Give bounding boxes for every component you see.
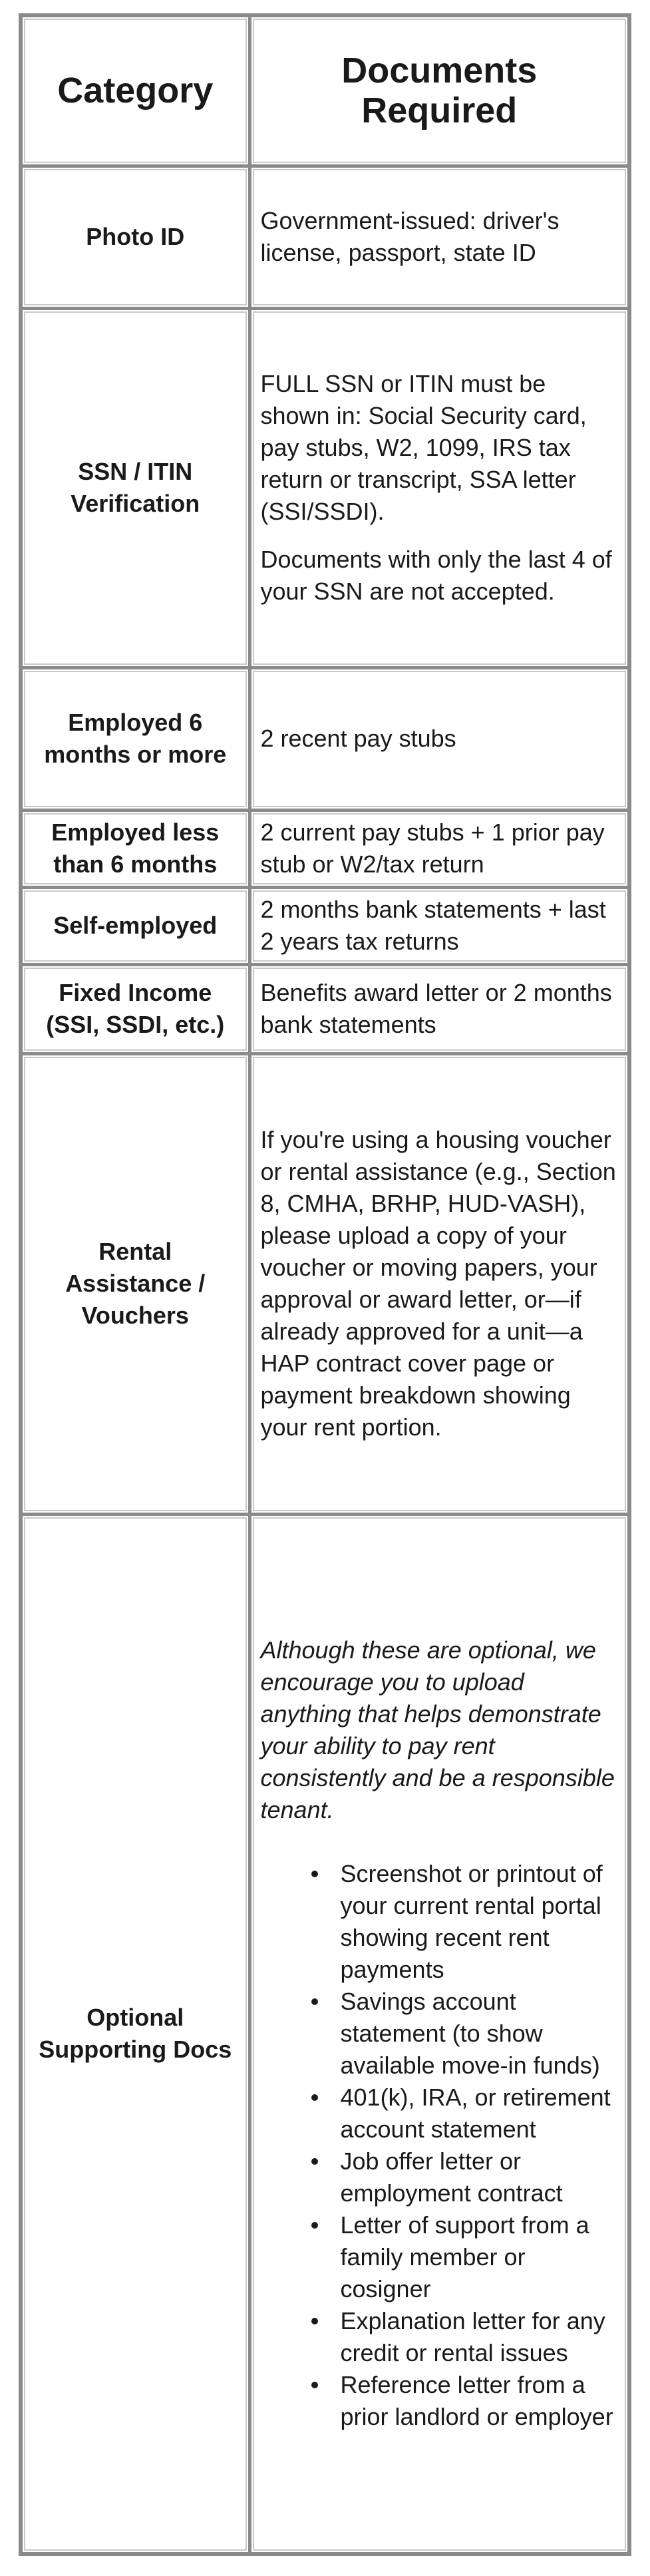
documents-cell: If you're using a housing voucher or rental assistance (e.g., Section 8, CMHA, BRHP, HUD-VASH), please upload a copy of your voucher or moving papers, your approval or award letter, or—if already approved for a unit—a HAP contract cover page or payment breakdown showing your rent portion.	[249, 1053, 629, 1514]
list-item: Reference letter from a prior landlord or employer	[341, 2369, 620, 2433]
table-row-photo-id	[21, 166, 629, 308]
documents-table	[19, 13, 631, 2556]
table-row-self-employed	[21, 887, 629, 964]
table-row-fixed-income	[21, 964, 629, 1053]
table-row-optional-docs	[21, 1514, 629, 2554]
header-documents-required: Documents Required	[249, 15, 629, 166]
documents-cell: Government-issued: driver's license, passport, state ID	[249, 166, 629, 308]
category-cell: Rental Assistance / Vouchers	[21, 1053, 249, 1514]
category-cell: Self-employed	[21, 887, 249, 964]
documents-text: FULL SSN or ITIN must be shown in: Social Security card, pay stubs, W2, 1099, IRS tax return or transcript, SSA letter (SSI/SSDI).	[260, 370, 587, 525]
documents-cell: 2 current pay stubs + 1 prior pay stub or W2/tax return	[249, 810, 629, 887]
category-cell: Photo ID	[21, 166, 249, 308]
optional-docs-list	[261, 1858, 620, 2433]
header-category: Category	[21, 15, 249, 166]
list-item: Savings account statement (to show available move-in funds)	[341, 1986, 620, 2082]
documents-table-container	[19, 13, 627, 2556]
documents-note: Documents with only the last 4 of your SSN are not accepted.	[260, 546, 612, 605]
documents-cell	[249, 1514, 629, 2554]
category-cell: Employed less than 6 months	[21, 810, 249, 887]
list-item: 401(k), IRA, or retirement account statement	[341, 2082, 620, 2145]
list-item: Explanation letter for any credit or rental issues	[341, 2305, 620, 2369]
table-header-row	[21, 15, 629, 166]
optional-docs-intro: Although these are optional, we encourage you to upload anything that helps demonstrate your ability to pay rent consistently and be a responsible tenant.	[260, 1636, 615, 1824]
category-cell: Employed 6 months or more	[21, 667, 249, 810]
table-row-rental-assistance	[21, 1053, 629, 1514]
table-row-employed-6-plus	[21, 667, 629, 810]
list-item: Job offer letter or employment contract	[341, 2145, 620, 2209]
documents-cell: 2 months bank statements + last 2 years tax returns	[249, 887, 629, 964]
table-row-employed-under-6	[21, 810, 629, 887]
documents-cell	[249, 308, 629, 667]
documents-cell: 2 recent pay stubs	[249, 667, 629, 810]
category-cell: SSN / ITIN Verification	[21, 308, 249, 667]
category-cell: Fixed Income (SSI, SSDI, etc.)	[21, 964, 249, 1053]
category-cell: Optional Supporting Docs	[21, 1514, 249, 2554]
list-item: Screenshot or printout of your current rental portal showing recent rent payments	[341, 1858, 620, 1986]
documents-cell: Benefits award letter or 2 months bank statements	[249, 964, 629, 1053]
table-row-ssn-itin	[21, 308, 629, 667]
list-item: Letter of support from a family member or cosigner	[341, 2209, 620, 2305]
